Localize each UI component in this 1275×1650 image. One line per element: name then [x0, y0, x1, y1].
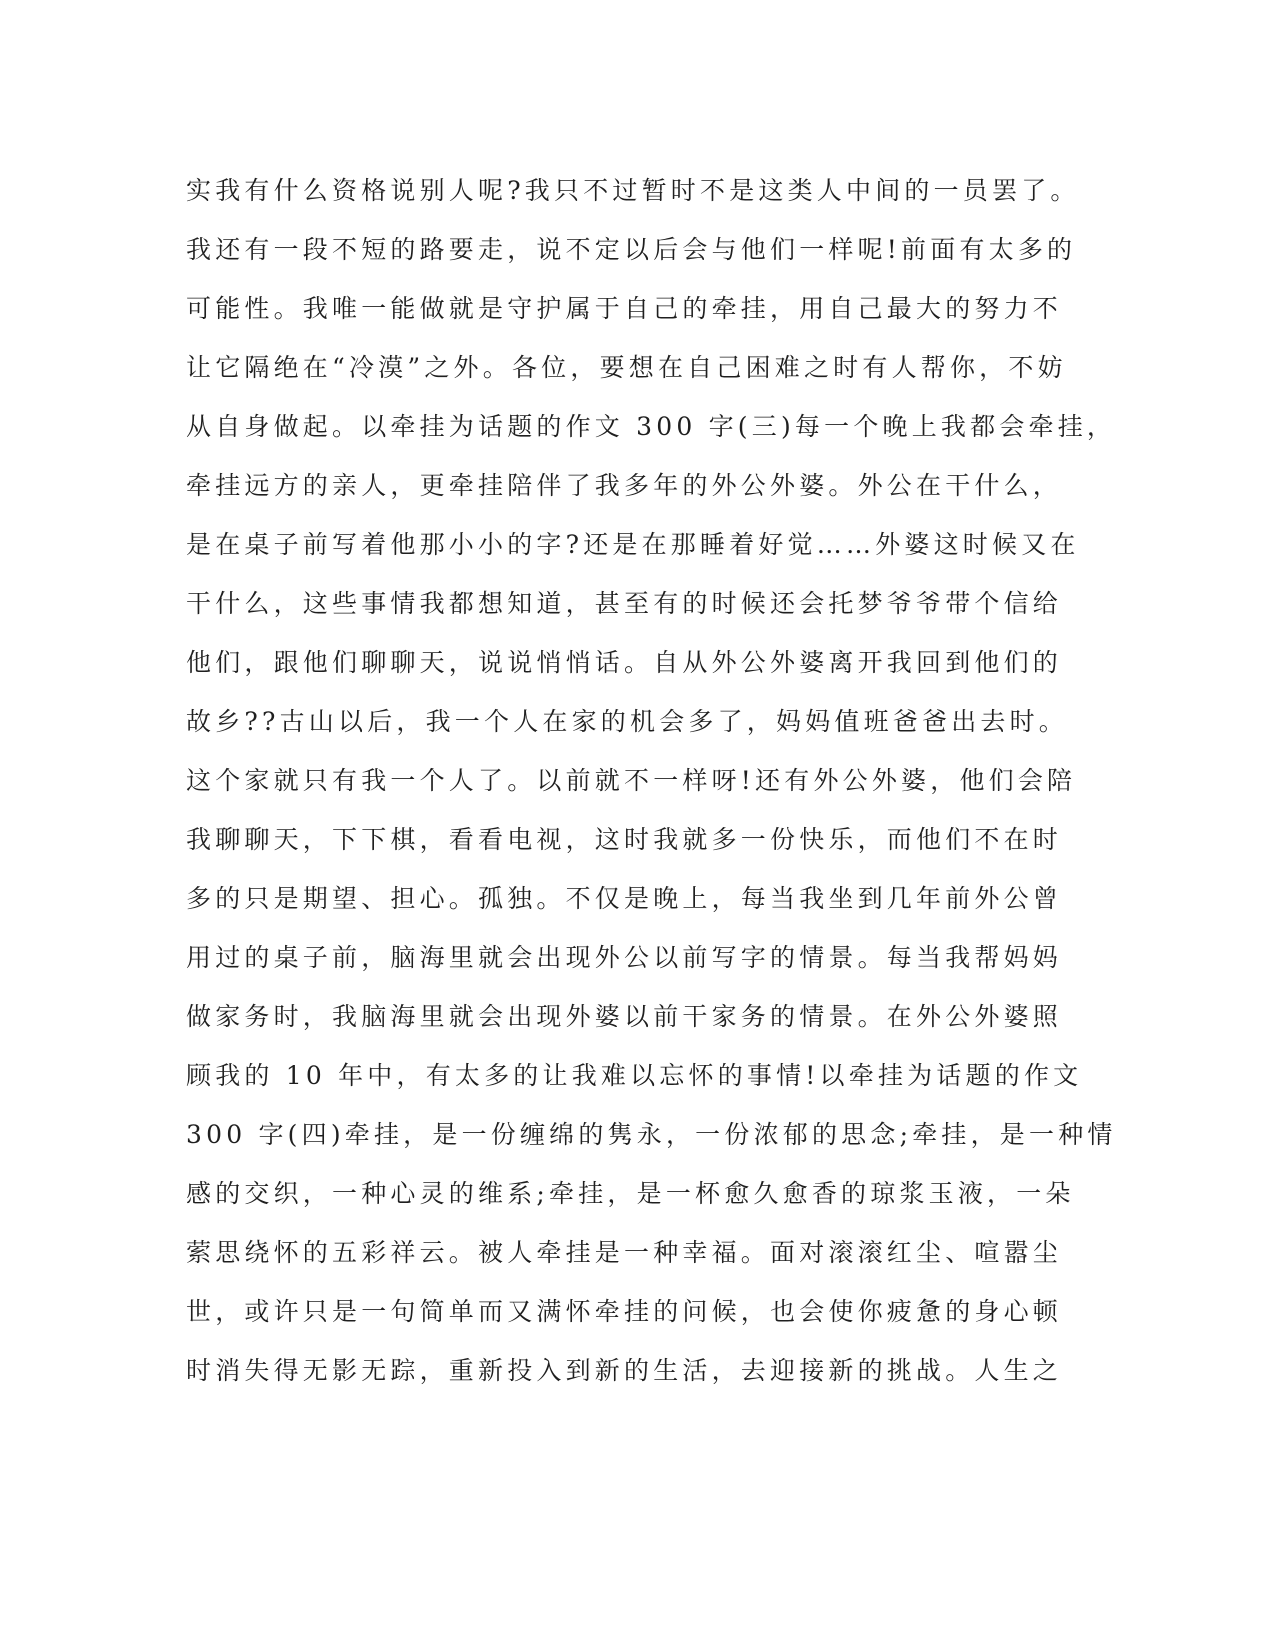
text-line: 故乡??古山以后，我一个人在家的机会多了，妈妈值班爸爸出去时。	[186, 707, 1069, 736]
text-line: 他们，跟他们聊聊天，说说悄悄话。自从外公外婆离开我回到他们的	[186, 648, 1063, 677]
text-line: 用过的桌子前，脑海里就会出现外公以前写字的情景。每当我帮妈妈	[186, 943, 1063, 972]
body-text	[186, 161, 1117, 1400]
text-line: 顾我的 10 年中，有太多的让我难以忘怀的事情!以牵挂为话题的作文	[186, 1061, 1083, 1090]
text-line: 可能性。我唯一能做就是守护属于自己的牵挂，用自己最大的努力不	[186, 294, 1063, 323]
text-line: 世，或许只是一句简单而又满怀牵挂的问候，也会使你疲惫的身心顿	[186, 1297, 1063, 1326]
text-line: 是在桌子前写着他那小小的字?还是在那睡着好觉……外婆这时候又在	[186, 530, 1080, 559]
text-line: 感的交织，一种心灵的维系;牵挂，是一杯愈久愈香的琼浆玉液，一朵	[186, 1179, 1075, 1208]
text-line: 300 字(四)牵挂，是一份缠绵的隽永，一份浓郁的思念;牵挂，是一种情	[186, 1120, 1117, 1149]
text-line: 干什么，这些事情我都想知道，甚至有的时候还会托梦爷爷带个信给	[186, 589, 1063, 618]
text-line: 我还有一段不短的路要走，说不定以后会与他们一样呢!前面有太多的	[186, 235, 1077, 264]
text-line: 多的只是期望、担心。孤独。不仅是晚上，每当我坐到几年前外公曾	[186, 884, 1063, 913]
text-line: 时消失得无影无踪，重新投入到新的生活，去迎接新的挑战。人生之	[186, 1356, 1063, 1385]
text-line: 萦思绕怀的五彩祥云。被人牵挂是一种幸福。面对滚滚红尘、喧嚣尘	[186, 1238, 1063, 1267]
text-line: 让它隔绝在“冷漠”之外。各位，要想在自己困难之时有人帮你，不妨	[186, 353, 1067, 382]
text-line: 我聊聊天，下下棋，看看电视，这时我就多一份快乐，而他们不在时	[186, 825, 1063, 854]
text-line: 这个家就只有我一个人了。以前就不一样呀!还有外公外婆，他们会陪	[186, 766, 1077, 795]
text-line: 牵挂远方的亲人，更牵挂陪伴了我多年的外公外婆。外公在干什么，	[186, 471, 1063, 500]
text-line: 做家务时，我脑海里就会出现外婆以前干家务的情景。在外公外婆照	[186, 1002, 1063, 1031]
text-line: 实我有什么资格说别人呢?我只不过暂时不是这类人中间的一员罢了。	[186, 176, 1080, 205]
text-line: 从自身做起。以牵挂为话题的作文 300 字(三)每一个晚上我都会牵挂，	[186, 412, 1117, 441]
